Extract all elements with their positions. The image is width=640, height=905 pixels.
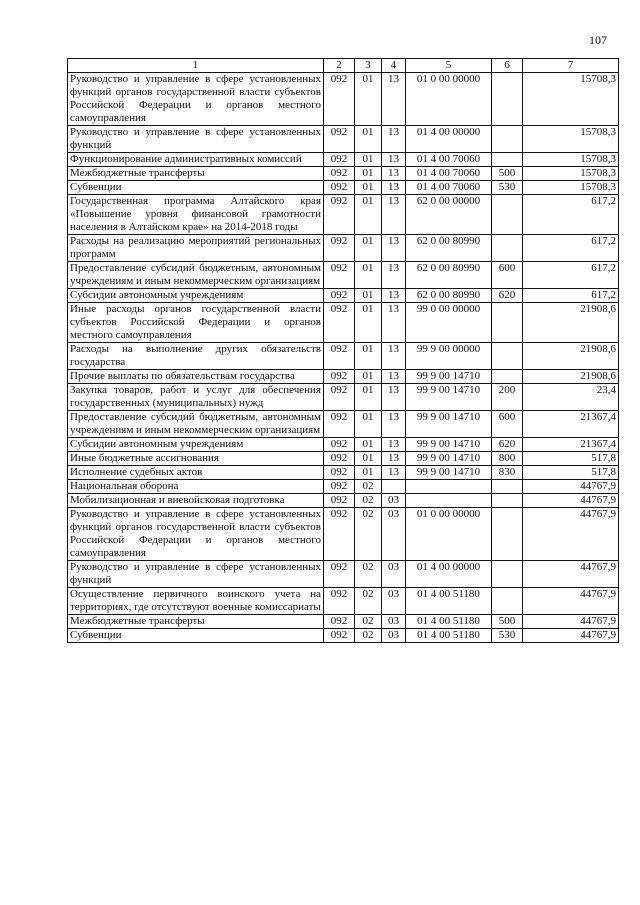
row-expense-type: 530 [492,181,523,195]
row-subsection: 13 [382,303,406,343]
row-name: Субсидии автономным учреждениям [68,438,324,452]
row-name: Осуществление первичного воинского учета на территориях, где отсутствуют военные комиссариаты [68,588,324,615]
row-name: Предоставление субсидий бюджетным, автономным учреждениям и иным некоммерческим организациям [68,262,324,289]
row-name: Прочие выплаты по обязательствам государства [68,370,324,384]
table-row [68,411,619,438]
row-amount: 15708,3 [523,153,619,167]
row-section: 01 [355,370,382,384]
header-col-3: 3 [355,59,382,73]
row-section: 02 [355,588,382,615]
row-expense-type [492,370,523,384]
row-name: Функционирование административных комиссий [68,153,324,167]
row-expense-type: 500 [492,615,523,629]
row-section: 01 [355,466,382,480]
row-name: Межбюджетные трансферты [68,615,324,629]
row-target-article: 62 0 00 80990 [406,235,492,262]
row-target-article: 01 4 00 51180 [406,629,492,643]
row-amount: 617,2 [523,262,619,289]
row-target-article: 01 4 00 00000 [406,126,492,153]
row-section: 01 [355,235,382,262]
row-name: Руководство и управление в сфере установленных функций [68,126,324,153]
row-section: 01 [355,411,382,438]
table-row [68,289,619,303]
row-ministry-code: 092 [324,438,355,452]
row-name: Закупка товаров, работ и услуг для обеспечения государственных (муниципальных) нужд [68,384,324,411]
row-section: 02 [355,629,382,643]
row-section: 01 [355,181,382,195]
row-section: 01 [355,289,382,303]
row-expense-type [492,588,523,615]
row-amount: 617,2 [523,235,619,262]
row-subsection: 13 [382,153,406,167]
row-amount: 617,2 [523,195,619,235]
row-target-article: 99 9 00 14710 [406,438,492,452]
row-subsection [382,480,406,494]
row-ministry-code: 092 [324,181,355,195]
row-name: Субвенции [68,181,324,195]
row-ministry-code: 092 [324,235,355,262]
row-ministry-code: 092 [324,262,355,289]
row-amount: 44767,9 [523,629,619,643]
row-subsection: 13 [382,235,406,262]
header-col-4: 4 [382,59,406,73]
row-expense-type [492,561,523,588]
row-expense-type [492,343,523,370]
row-subsection: 03 [382,629,406,643]
row-section: 01 [355,126,382,153]
row-subsection: 13 [382,411,406,438]
row-subsection: 13 [382,466,406,480]
row-subsection: 13 [382,73,406,126]
row-target-article: 99 9 00 14710 [406,411,492,438]
row-expense-type [492,126,523,153]
row-section: 01 [355,262,382,289]
row-name: Межбюджетные трансферты [68,167,324,181]
row-section: 02 [355,615,382,629]
row-target-article: 01 0 00 00000 [406,73,492,126]
row-amount: 44767,9 [523,508,619,561]
row-subsection: 13 [382,195,406,235]
row-expense-type: 500 [492,167,523,181]
row-section: 01 [355,195,382,235]
row-amount: 517,8 [523,466,619,480]
row-expense-type: 200 [492,384,523,411]
row-section: 01 [355,438,382,452]
row-subsection: 13 [382,384,406,411]
page-number: 107 [589,33,607,47]
row-name: Государственная программа Алтайского края «Повышение уровня финансовой грамотности населения в Алтайском крае» на 2014-2018 годы [68,195,324,235]
row-amount: 21367,4 [523,411,619,438]
table-row [68,181,619,195]
row-target-article: 99 9 00 14710 [406,370,492,384]
row-ministry-code: 092 [324,466,355,480]
row-expense-type: 600 [492,411,523,438]
row-amount: 44767,9 [523,588,619,615]
row-amount: 44767,9 [523,494,619,508]
row-ministry-code: 092 [324,508,355,561]
row-subsection: 03 [382,615,406,629]
row-subsection: 03 [382,508,406,561]
row-subsection: 13 [382,343,406,370]
row-ministry-code: 092 [324,167,355,181]
row-subsection: 13 [382,438,406,452]
row-expense-type: 800 [492,452,523,466]
table-row [68,126,619,153]
row-target-article [406,494,492,508]
table-header [68,59,619,73]
row-target-article: 01 4 00 51180 [406,588,492,615]
table-row [68,615,619,629]
header-col-2: 2 [324,59,355,73]
row-ministry-code: 092 [324,343,355,370]
row-expense-type [492,508,523,561]
row-subsection: 03 [382,561,406,588]
row-target-article: 01 4 00 70060 [406,167,492,181]
row-amount: 15708,3 [523,181,619,195]
table-row [68,384,619,411]
table-row [68,370,619,384]
row-expense-type: 600 [492,262,523,289]
table-row [68,303,619,343]
row-amount: 15708,3 [523,73,619,126]
row-amount: 21367,4 [523,438,619,452]
row-amount: 21908,6 [523,303,619,343]
row-amount: 44767,9 [523,480,619,494]
header-col-5: 5 [406,59,492,73]
row-subsection: 13 [382,452,406,466]
row-expense-type [492,235,523,262]
row-amount: 44767,9 [523,615,619,629]
header-col-7: 7 [523,59,619,73]
row-name: Субсидии автономным учреждениям [68,289,324,303]
table-row [68,452,619,466]
row-expense-type: 530 [492,629,523,643]
header-col-1: 1 [68,59,324,73]
row-target-article: 01 4 00 00000 [406,561,492,588]
row-ministry-code: 092 [324,411,355,438]
row-target-article: 99 9 00 14710 [406,452,492,466]
row-expense-type: 830 [492,466,523,480]
row-ministry-code: 092 [324,73,355,126]
table-row [68,629,619,643]
row-name: Субвенции [68,629,324,643]
row-ministry-code: 092 [324,615,355,629]
row-subsection: 13 [382,181,406,195]
table-body [68,73,619,643]
row-ministry-code: 092 [324,370,355,384]
table-row [68,466,619,480]
row-amount: 15708,3 [523,126,619,153]
row-ministry-code: 092 [324,126,355,153]
row-target-article: 01 4 00 51180 [406,615,492,629]
row-expense-type [492,480,523,494]
row-expense-type [492,494,523,508]
row-amount: 21908,6 [523,370,619,384]
row-ministry-code: 092 [324,384,355,411]
row-ministry-code: 092 [324,303,355,343]
row-amount: 44767,9 [523,561,619,588]
row-name: Национальная оборона [68,480,324,494]
row-ministry-code: 092 [324,452,355,466]
row-ministry-code: 092 [324,588,355,615]
row-amount: 23,4 [523,384,619,411]
row-amount: 517,8 [523,452,619,466]
row-amount: 617,2 [523,289,619,303]
row-ministry-code: 092 [324,289,355,303]
table-row [68,438,619,452]
row-expense-type [492,153,523,167]
row-expense-type [492,303,523,343]
row-name: Руководство и управление в сфере установленных функций органов государственной власти субъектов Российской Федерации и органов местного самоуправления [68,508,324,561]
row-ministry-code: 092 [324,195,355,235]
table-row [68,508,619,561]
row-section: 02 [355,494,382,508]
table-row [68,494,619,508]
row-ministry-code: 092 [324,494,355,508]
row-section: 01 [355,167,382,181]
row-subsection: 13 [382,370,406,384]
table-row [68,561,619,588]
table-row [68,73,619,126]
row-section: 01 [355,452,382,466]
row-target-article: 99 0 00 00000 [406,303,492,343]
row-subsection: 13 [382,126,406,153]
row-name: Руководство и управление в сфере установленных функций [68,561,324,588]
row-expense-type: 620 [492,438,523,452]
row-name: Иные бюджетные ассигнования [68,452,324,466]
row-target-article: 99 9 00 14710 [406,466,492,480]
row-name: Иные расходы органов государственной власти субъектов Российской Федерации и органов местного самоуправления [68,303,324,343]
row-expense-type [492,73,523,126]
row-ministry-code: 092 [324,561,355,588]
row-name: Предоставление субсидий бюджетным, автономным учреждениям и иным некоммерческим организациям [68,411,324,438]
row-ministry-code: 092 [324,629,355,643]
row-section: 01 [355,303,382,343]
table-row [68,167,619,181]
table-row [68,588,619,615]
row-target-article: 99 9 00 14710 [406,384,492,411]
row-name: Расходы на реализацию мероприятий региональных программ [68,235,324,262]
row-target-article: 62 0 00 80990 [406,262,492,289]
row-name: Мобилизационная и вневойсковая подготовка [68,494,324,508]
row-target-article: 62 0 00 00000 [406,195,492,235]
row-subsection: 13 [382,167,406,181]
row-name: Исполнение судебных актов [68,466,324,480]
row-section: 01 [355,343,382,370]
row-section: 01 [355,73,382,126]
table-row [68,235,619,262]
row-subsection: 03 [382,494,406,508]
table-row [68,262,619,289]
table-row [68,153,619,167]
header-col-6: 6 [492,59,523,73]
table-row [68,343,619,370]
row-subsection: 13 [382,262,406,289]
row-expense-type: 620 [492,289,523,303]
row-ministry-code: 092 [324,480,355,494]
row-target-article: 01 4 00 70060 [406,181,492,195]
row-ministry-code: 092 [324,153,355,167]
row-subsection: 13 [382,289,406,303]
row-name: Руководство и управление в сфере установленных функций органов государственной власти субъектов Российской Федерации и органов местного самоуправления [68,73,324,126]
row-target-article: 99 9 00 00000 [406,343,492,370]
row-section: 01 [355,153,382,167]
row-target-article: 62 0 00 80990 [406,289,492,303]
table-row [68,480,619,494]
row-subsection: 03 [382,588,406,615]
row-target-article: 01 0 00 00000 [406,508,492,561]
row-target-article: 01 4 00 70060 [406,153,492,167]
row-section: 02 [355,561,382,588]
table-row [68,195,619,235]
row-section: 01 [355,384,382,411]
row-amount: 15708,3 [523,167,619,181]
row-section: 02 [355,480,382,494]
row-section: 02 [355,508,382,561]
header-row [68,59,619,73]
row-amount: 21908,6 [523,343,619,370]
budget-table [67,58,619,643]
row-name: Расходы на выполнение других обязательств государства [68,343,324,370]
row-target-article [406,480,492,494]
row-expense-type [492,195,523,235]
